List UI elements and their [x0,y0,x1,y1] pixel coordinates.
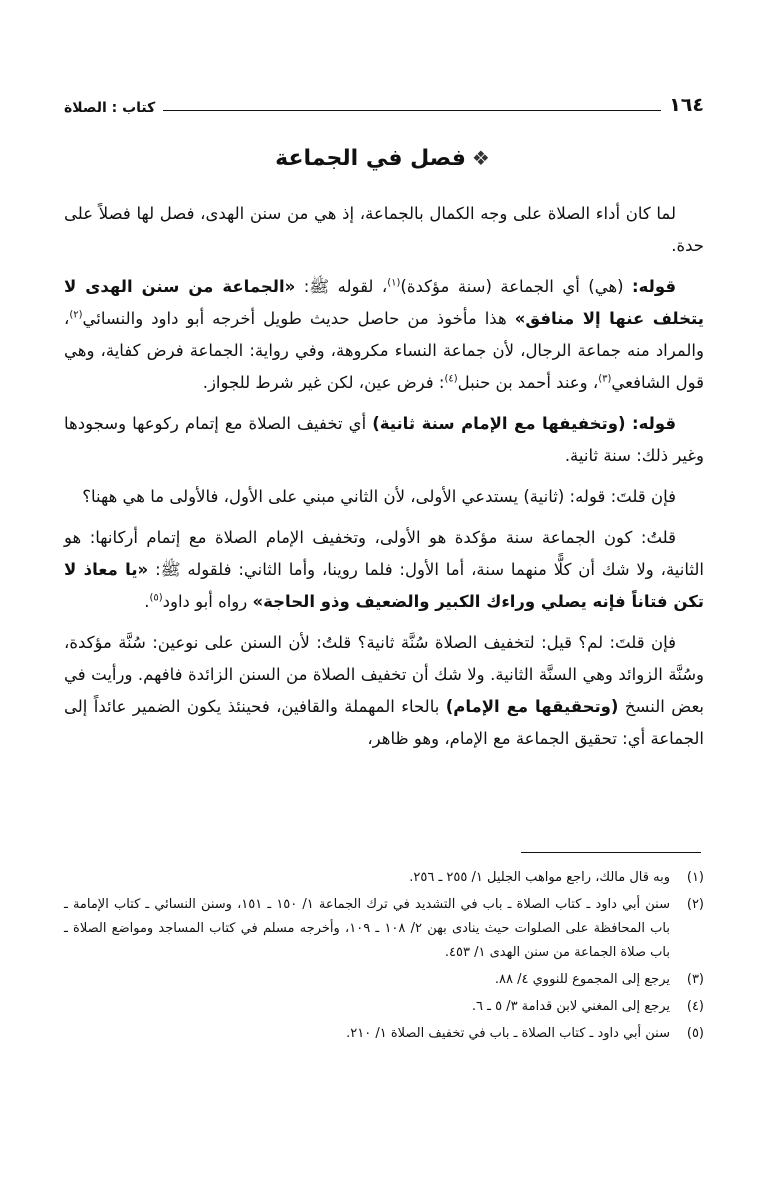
paragraph-jamaa: قوله: (هي) أي الجماعة (سنة مؤكدة)$^{(١)}$، لقوله ﷺ: «الجماعة من سنن الهدى لا يتخلف عنها إلا منافق» هذا مأخوذ من حاصل حديث طويل أخرجه أبو داود والنسائي$^{(٢)}$، والمراد منه جماعة الرجال، لأن جماعة النساء مكروهة، وفي رواية: الجماعة فرض كفاية، وهي قول الشافعي$^{(٣)}$، وعند أحمد بن حنبل$^{(٤)}$: فرض عين، لكن غير شرط للجواز. [64,277,704,392]
ornament-icon: ❖ [471,146,490,170]
qawluhu-label: قوله: [632,277,676,296]
book-title: كتاب : الصلاة [64,100,156,116]
footnote-number: (٣) [686,972,704,987]
footnote-text: سنن أبي داود ـ كتاب الصلاة ـ باب في تخفيف الصلاة ١/ ٢١٠. [346,1026,670,1041]
paragraph-answer-1: قلتُ: كون الجماعة سنة مؤكدة هو الأولى، وتخفيف الإمام الصلاة مع إتمام أركانها: هو الثانية، ولا شك أن كلًّا منهما سنة، أما الأول: فلما روينا، وأما الثاني: فلقوله ﷺ: «يا معاذ لا تكن فتاناً فإنه يصلي وراءك الكبير والضعيف وذو الحاجة» رواه أبو داود$^{(٥)}$. [64,528,704,611]
footnote-ref[interactable]: (١) [387,277,401,289]
footnote-number: (١) [686,870,704,885]
paragraph-question-1: فإن قلتَ: قوله: (ثانية) يستدعي الأولى، لأن الثاني مبني على الأول، فالأولى ما هي ههنا؟ [82,487,676,506]
paragraph-question-2: فإن قلتَ: لم؟ قيل: لتخفيف الصلاة سُنَّة ثانية؟ قلتُ: لأن السنن على نوعين: سُنَّة مؤكدة، وسُنَّة الزوائد وهي السنَّة الثانية. ولا شك أن تخفيف الصلاة من السنن الزائدة فافهم. ورأيت في بعض النسخ (وتحقيقها مع الإمام) بالحاء المهملة والقافين، فحينئذ يكون الضمير عائداً إلى الجماعة أي: تحقيق الجماعة مع الإمام، وهو ظاهر، [64,633,705,748]
footnote-item [64,893,704,965]
footnotes [64,866,704,1049]
footnote-text: سنن أبي داود ـ كتاب الصلاة ـ باب في التشديد في ترك الجماعة ١/ ١٥٠ ـ ١٥١، وسنن النسائي ـ كتاب الإمامة ـ باب المحافظة على الصلوات حيث ينادى بهن ٢/ ١٠٨ ـ ١٠٩، وأخرجه مسلم في كتاب المساجد ومواضع الصلاة ـ باب صلاة الجماعة من سنن الهدى ١/ ٤٥٣. [64,897,670,960]
footnote-ref[interactable]: (٢) [69,309,83,321]
footnote-item [64,866,704,890]
main-text [64,198,704,764]
matn-quote: (وتخفيفها مع الإمام سنة ثانية) [372,414,633,433]
section-title [0,146,765,171]
footnote-ref[interactable]: (٥) [149,592,163,604]
footnote-ref[interactable]: (٤) [444,373,458,385]
matn-quote: (وتحقيقها مع الإمام) [445,697,619,716]
hadith-quote: «يا معاذ لا تكن فتاناً فإنه يصلي وراءك الكبير والضعيف وذو الحاجة» [64,560,704,611]
running-header [64,88,704,116]
paragraph-intro: لما كان أداء الصلاة على وجه الكمال بالجماعة، إذ هي من سنن الهدى، فصل لها فصلاً على حدة. [64,204,704,255]
qawluhu-label: قوله: [632,414,676,433]
footnote-separator [521,852,701,853]
header-rule [163,110,661,111]
footnote-text: يرجع إلى المجموع للنووي ٤/ ٨٨. [494,972,670,987]
footnote-item [64,1022,704,1046]
footnote-item [64,995,704,1019]
paragraph-takhfif: قوله: (وتخفيفها مع الإمام سنة ثانية) أي تخفيف الصلاة مع إتمام ركوعها وسجودها وغير ذلك: سنة ثانية. [64,414,704,465]
footnote-number: (٢) [686,897,704,912]
footnote-text: يرجع إلى المغني لابن قدامة ٣/ ٥ ـ ٦. [471,999,670,1014]
footnote-number: (٥) [686,1026,704,1041]
footnote-item [64,968,704,992]
footnote-number: (٤) [686,999,704,1014]
footnote-ref[interactable]: (٣) [598,373,612,385]
hadith-quote: «الجماعة من سنن الهدى لا يتخلف عنها إلا منافق» [64,277,704,328]
footnote-text: وبه قال مالك، راجع مواهب الجليل ١/ ٢٥٥ ـ ٢٥٦. [409,870,670,885]
section-title-text: فصل في الجماعة [275,146,466,171]
page-number: ١٦٤ [669,94,704,116]
